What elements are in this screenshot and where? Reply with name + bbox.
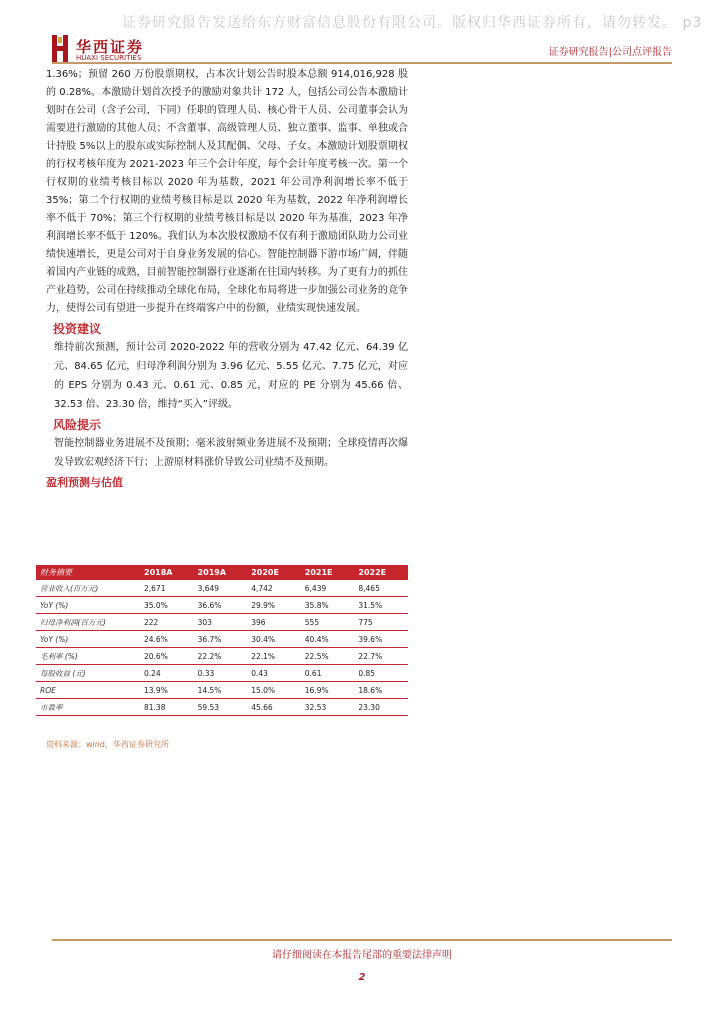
table-cell: 555 — [301, 614, 355, 631]
table-cell: 4,742 — [247, 580, 301, 597]
table-cell: 396 — [247, 614, 301, 631]
table-row — [36, 665, 408, 682]
table-header-cell: 2022E — [354, 565, 408, 580]
table-cell: 32.53 — [301, 699, 355, 716]
table-cell: 22.7% — [354, 648, 408, 665]
risk-title: 风险提示 — [53, 418, 102, 432]
table-cell: 36.7% — [194, 631, 248, 648]
table-cell: 39.6% — [354, 631, 408, 648]
table-cell: 毛利率 (%) — [36, 648, 140, 665]
table-cell: 营业收入(百万元) — [36, 580, 140, 597]
table-cell: 59.53 — [194, 699, 248, 716]
header-divider — [52, 62, 672, 64]
body-paragraph: 1.36%；预留 260 万份股票期权，占本次计划公告时股本总额 914,016,928 股的 0.28%。本激励计划首次授予的激励对象共计 172 人，包括公司公告本激励计划时在公司（含子公司，下同）任职的管理人员、核心骨干人员、公司董事会认为需要进行激励的其他人员；不含董事、高级管理人员、独立董事、监事、单独或合计持股 5%以上的股东或实际控制人及其配偶、父母、子女。本激励计划股票期权的行权考核年度为 2021-2023 年三个会计年度，每个会计年度考核一次。第一个行权期的业绩考核目标以 2020 年为基数，2021 年公司净利润增长率不低于 35%；第二个行权期的业绩考核目标是以 2020 年为基数，2022 年净利润增长率不低于 70%；第三个行权期的业绩考核目标是以 2020 年为基准，2023 年净利润增长率不低于 120%。我们认为本次股权激励不仅有利于激励团队助力公司业绩快速增长，更是公司对于自身业务发展的信心。智能控制器下游市场广阔，伴随着国内产业链的成熟，目前智能控制器行业逐渐在往国内转移。为了更有力的抓住产业趋势，公司在持续推动全球化布局，全球化布局将进一步加强公司业务的竞争力，使得公司有望进一步提升在终端客户中的份额，业绩实现快速发展。 — [46, 69, 408, 314]
table-cell: 0.61 — [301, 665, 355, 682]
huaxi-logo-icon — [52, 35, 68, 63]
table-cell: 0.85 — [354, 665, 408, 682]
table-header-cell: 财务摘要 — [36, 565, 140, 580]
table-cell: 35.8% — [301, 597, 355, 614]
legal-notice: 请仔细阅读在本报告尾部的重要法律声明 — [272, 950, 452, 961]
table-cell: ROE — [36, 682, 140, 699]
table-header-cell: 2020E — [247, 565, 301, 580]
table-cell: 23.30 — [354, 699, 408, 716]
table-row — [36, 699, 408, 716]
table-cell: 24.6% — [140, 631, 194, 648]
table-cell: 0.33 — [194, 665, 248, 682]
table-cell: 市盈率 — [36, 699, 140, 716]
table-header-cell: 2021E — [301, 565, 355, 580]
footer-divider — [52, 939, 672, 941]
table-cell: 30.4% — [247, 631, 301, 648]
table-header-cell: 2019A — [194, 565, 248, 580]
table-cell: 303 — [194, 614, 248, 631]
risk-text: 智能控制器业务进展不及预期；毫米波射频业务进展不及预期；全球疫情再次爆发导致宏观经济下行；上游原材料涨价导致公司业绩不及预期。 — [54, 438, 408, 468]
table-cell: 16.9% — [301, 682, 355, 699]
table-cell: 13.9% — [140, 682, 194, 699]
table-cell: 20.6% — [140, 648, 194, 665]
table-cell: 36.6% — [194, 597, 248, 614]
table-cell: 222 — [140, 614, 194, 631]
invest-text: 维持前次预测，预计公司 2020-2022 年的营收分别为 47.42 亿元、64.39 亿元、84.65 亿元，归母净利润分别为 3.96 亿元、5.55 亿元、7.75 亿元，对应的 EPS 分别为 0.43 元、0.61 元、0.85 元，对应的 PE 分别为 45.66 倍、32.53 倍、23.30 倍，维持“买入”评级。 — [54, 342, 408, 410]
table-row — [36, 597, 408, 614]
table-header-cell: 2018A — [140, 565, 194, 580]
table-row — [36, 580, 408, 597]
table-cell: 775 — [354, 614, 408, 631]
table-row — [36, 614, 408, 631]
table-cell: YoY (%) — [36, 597, 140, 614]
table-row — [36, 648, 408, 665]
table-cell: 每股收益 (元) — [36, 665, 140, 682]
table-cell: 35.0% — [140, 597, 194, 614]
page-number: 2 — [358, 972, 366, 983]
table-cell: 归母净利润(百万元) — [36, 614, 140, 631]
logo-english-name: HUAXI SECURITIES — [76, 54, 142, 62]
table-cell: 15.0% — [247, 682, 301, 699]
table-cell: 40.4% — [301, 631, 355, 648]
table-cell: YoY (%) — [36, 631, 140, 648]
table-cell: 31.5% — [354, 597, 408, 614]
table-cell: 6,439 — [301, 580, 355, 597]
watermark-text: 证券研究报告发送给东方财富信息股份有限公司。版权归华西证券所有，请勿转发。 p3 — [122, 15, 703, 31]
table-row — [36, 682, 408, 699]
table-cell: 22.2% — [194, 648, 248, 665]
table-cell: 3,649 — [194, 580, 248, 597]
invest-section — [46, 320, 408, 414]
table-cell: 22.1% — [247, 648, 301, 665]
table-cell: 18.6% — [354, 682, 408, 699]
company-logo — [52, 35, 172, 65]
table-title: 盈利预测与估值 — [46, 476, 123, 489]
table-cell: 81.38 — [140, 699, 194, 716]
table-cell: 14.5% — [194, 682, 248, 699]
risk-section — [46, 416, 408, 472]
table-cell: 29.9% — [247, 597, 301, 614]
table-cell: 8,465 — [354, 580, 408, 597]
table-cell: 22.5% — [301, 648, 355, 665]
table-source: 资料来源：wind，华西证券研究所 — [46, 740, 169, 749]
invest-title: 投资建议 — [53, 322, 102, 336]
table-cell: 45.66 — [247, 699, 301, 716]
logo-chinese-name: 华西证券 — [76, 38, 145, 56]
table-cell: 0.24 — [140, 665, 194, 682]
table-row — [36, 631, 408, 648]
main-content — [46, 66, 408, 490]
table-cell: 0.43 — [247, 665, 301, 682]
table-header-row — [36, 565, 408, 580]
report-type: 证券研究报告|公司点评报告 — [548, 47, 672, 58]
table-cell: 2,671 — [140, 580, 194, 597]
financial-table — [36, 565, 408, 716]
